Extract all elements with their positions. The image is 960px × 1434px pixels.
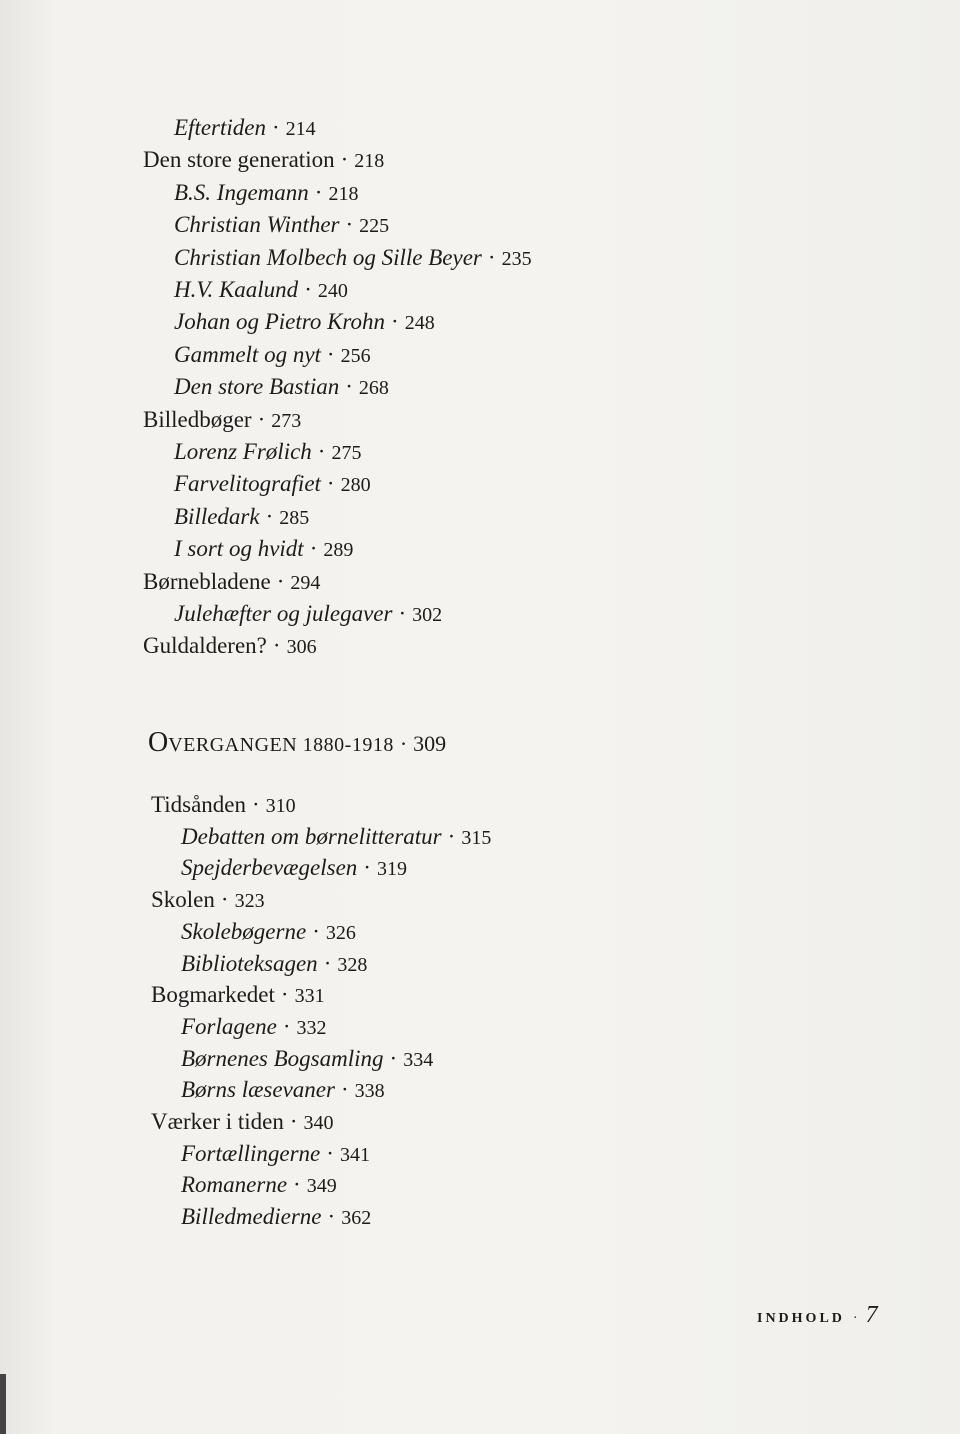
toc-entry-title: Biblioteksagen	[181, 950, 318, 976]
toc-entry-page: 349	[306, 1175, 337, 1198]
toc-entry-title: Den store Bastian	[174, 374, 340, 400]
toc-entry-page: 332	[296, 1016, 327, 1039]
toc-entry-page: 340	[303, 1112, 334, 1134]
toc-entry-title: Børnenes Bogsamling	[181, 1045, 384, 1071]
toc-entry-page: 319	[376, 858, 407, 881]
section-heading-years: 1880-1918	[302, 734, 394, 756]
toc-subentry: H.V. Kaalund · 240	[174, 277, 348, 302]
toc-entry-page: 326	[325, 921, 356, 944]
toc-entry-title: Fortællingerne	[181, 1140, 321, 1166]
toc-subentry: Børns læsevaner · 338	[181, 1077, 385, 1103]
toc-subentry: Romanerne · 349	[181, 1172, 337, 1198]
toc-entry-title: Johan og Pietro Krohn	[174, 309, 386, 335]
toc-subentry: B.S. Ingemann · 218	[174, 179, 359, 205]
toc-entry-page: 256	[340, 344, 371, 367]
toc-entry-title: Christian Winther	[174, 212, 340, 238]
toc-chapter-entry: Bogmarkedet · 331	[151, 982, 325, 1008]
toc-entry-page: 268	[358, 377, 389, 400]
toc-entry-page: 328	[337, 953, 368, 976]
toc-entry-page: 331	[294, 985, 325, 1008]
toc-subentry: Christian Molbech og Sille Beyer · 235	[174, 244, 532, 270]
toc-entry-page: 218	[328, 182, 359, 205]
toc-entry-page: 280	[340, 474, 371, 497]
toc-entry-title: Debatten om børnelitteratur	[181, 823, 442, 849]
footer-label: INDHOLD	[757, 1311, 845, 1326]
section-heading-rest: VERGANGEN	[168, 734, 303, 756]
toc-subentry: Julehæfter og julegaver · 302	[174, 601, 443, 626]
toc-entry-title: Farvelitografiet	[174, 471, 321, 497]
toc-subentry: Biblioteksagen · 328	[181, 950, 368, 976]
toc-entry-title: Værker i tiden	[151, 1109, 284, 1134]
toc-chapter-entry: Skolen · 323	[151, 887, 265, 913]
section-heading-initial: O	[148, 727, 169, 758]
toc-entry-page: 248	[404, 312, 435, 335]
toc-subentry: I sort og hvidt · 289	[174, 536, 354, 562]
toc-entry-title: Lorenz Frølich	[174, 439, 312, 464]
toc-entry-page: 302	[412, 604, 443, 626]
toc-entry-page: 334	[403, 1048, 434, 1071]
toc-entry-page: 240	[317, 280, 348, 302]
toc-entry-title: B.S. Ingemann	[174, 179, 309, 205]
toc-subentry: Billedmedierne · 362	[181, 1204, 372, 1230]
toc-entry-title: Bogmarkedet	[151, 982, 275, 1008]
toc-entry-page: 315	[461, 826, 492, 849]
toc-entry-title: Billedark	[174, 503, 260, 529]
toc-entry-title: Skolebøgerne	[181, 918, 307, 944]
toc-entry-title: Spejderbevægelsen	[181, 855, 358, 881]
toc-entry-title: Billedmedierne	[181, 1204, 322, 1230]
page-number: 7	[865, 1302, 878, 1328]
toc-subentry: Den store Bastian · 268	[174, 374, 389, 400]
toc-entry-title: Den store generation	[143, 147, 335, 173]
toc-entry-title: Billedbøger	[143, 406, 252, 432]
toc-entry-page: 285	[279, 506, 310, 529]
toc-entry-page: 289	[323, 539, 354, 562]
toc-subentry: Forlagene · 332	[181, 1013, 327, 1039]
toc-chapter-entry: Børnebladene · 294	[143, 568, 321, 594]
toc-entry-page: 218	[354, 150, 385, 173]
toc-entry-title: H.V. Kaalund	[174, 277, 299, 302]
toc-entry-page: 362	[341, 1207, 372, 1230]
toc-subentry: Farvelitografiet · 280	[174, 471, 371, 497]
toc-entry-title: Christian Molbech og Sille Beyer	[174, 244, 482, 270]
toc-entry-title: Guldalderen?	[143, 633, 267, 659]
toc-entry-title: Børnebladene	[143, 568, 271, 594]
toc-subentry: Fortællingerne · 341	[181, 1140, 370, 1166]
toc-chapter-entry: Guldalderen? · 306	[143, 633, 317, 659]
toc-subentry: Skolebøgerne · 326	[181, 918, 356, 944]
page-edge-shadow	[0, 1374, 6, 1434]
toc-chapter-entry: Værker i tiden · 340	[151, 1109, 334, 1134]
toc-subentry: Johan og Pietro Krohn · 248	[174, 309, 435, 335]
toc-entry-page: 235	[501, 247, 532, 270]
toc-entry-title: Skolen	[151, 887, 215, 913]
toc-chapter-entry: Billedbøger · 273	[143, 406, 302, 432]
toc-subentry: Eftertiden · 214	[174, 115, 316, 140]
toc-subentry: Christian Winther · 225	[174, 212, 390, 238]
toc-chapter-entry: Tidsånden · 310	[151, 792, 296, 817]
toc-entry-title: Forlagene	[181, 1013, 277, 1039]
toc-subentry: Børnenes Bogsamling · 334	[181, 1045, 434, 1071]
bleed-through-text	[505, 95, 895, 1175]
toc-subentry: Spejderbevægelsen · 319	[181, 855, 407, 881]
toc-subentry: Gammelt og nyt · 256	[174, 341, 371, 367]
toc-entry-page: 323	[234, 890, 265, 913]
running-footer: INDHOLD · 7	[757, 1302, 878, 1328]
toc-entry-title: Romanerne	[181, 1172, 288, 1198]
toc-entry-page: 214	[285, 118, 316, 140]
toc-entry-page: 306	[286, 636, 317, 659]
section-heading-page: 309	[413, 731, 447, 756]
toc-entry-title: I sort og hvidt	[174, 536, 304, 562]
toc-chapter-entry: Den store generation · 218	[143, 147, 385, 173]
toc-entry-title: Eftertiden	[174, 115, 266, 140]
toc-entry-title: Julehæfter og julegaver	[174, 601, 393, 626]
toc-subentry: Billedark · 285	[174, 503, 310, 529]
toc-entry-page: 273	[271, 409, 302, 432]
toc-entry-page: 275	[331, 442, 362, 464]
toc-entry-page: 338	[354, 1080, 385, 1103]
toc-subentry: Debatten om børnelitteratur · 315	[181, 823, 492, 849]
toc-entry-title: Gammelt og nyt	[174, 341, 321, 367]
toc-entry-title: Tidsånden	[151, 792, 246, 817]
toc-entry-page: 225	[359, 215, 390, 238]
toc-entry-page: 310	[265, 795, 296, 817]
section-heading: OVERGANGEN 1880-1918 · 309	[148, 727, 447, 758]
toc-entry-page: 294	[290, 571, 321, 594]
toc-subentry: Lorenz Frølich · 275	[174, 439, 362, 464]
toc-entry-page: 341	[339, 1143, 370, 1166]
toc-entry-title: Børns læsevaner	[181, 1077, 335, 1103]
